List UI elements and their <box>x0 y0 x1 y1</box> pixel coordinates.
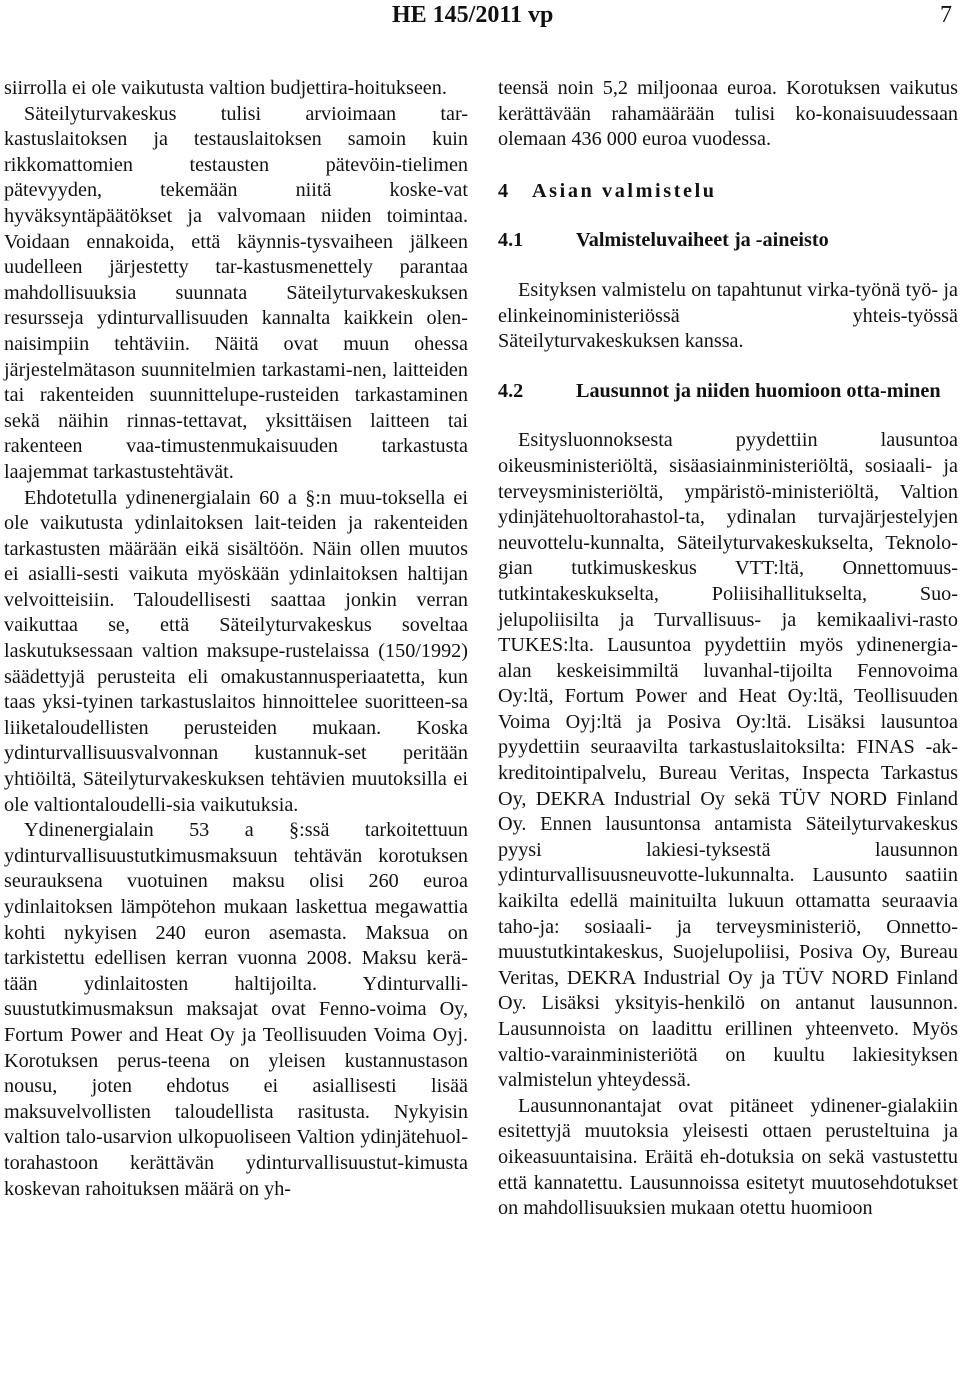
paragraph-statements-summary: Lausunnonantajat ovat pitäneet ydinener-gialakiin esitettyjä muutoksia yleisesti ottaen perusteltuina ja oikeasuuntaisina. Eräitä eh-dotuksia on sekä vastustettu että kannatettu. Lausunnoissa esitetyt muutosehdotukset on mahdollisuuksien mukaan otettu huomioon <box>498 1094 958 1220</box>
subsection-title: Lausunnot ja niiden huomioon otta-minen <box>576 379 941 402</box>
right-column <box>498 76 958 1222</box>
section-title: Asian valmistelu <box>532 179 717 202</box>
document-id: HE 145/2011 vp <box>392 2 554 28</box>
section-heading <box>498 179 958 205</box>
paragraph-funding-continuation: teensä noin 5,2 miljoonaa euroa. Korotuksen vaikutus kerättävään rahamäärään tulisi ko-konaisuudessaan olemaan 436 000 euroa vuodessa. <box>498 77 958 151</box>
paragraph-preparation: Esityksen valmistelu on tapahtunut virka-työnä työ- ja elinkeinoministeriössä yhteis-työssä Säteilyturvakeskuksen kanssa. <box>498 278 958 353</box>
subsection-number: 4.2 <box>498 379 524 402</box>
subsection-number: 4.1 <box>498 229 524 252</box>
subsection-heading-4-1 <box>498 228 958 254</box>
paragraph-section-53a: Ydinenergialain 53 a §:ssä tarkoitettuun ydinturvallisuustutkimusmaksuun tehtävän korotuksen seurauksena vuotuinen maksu olisi 260 euroa ydinlaitoksen lämpötehon mukaan laskettua megawattia kohti nykyisen 240 euron asemasta. Maksua on tarkistettu edellisen kerran vuonna 2008. Maksu kerä-tään ydinlaitosten haltijoilta. Ydinturvalli-suustutkimusmaksun maksajat ovat Fenno-voima Oy, Fortum Power and Heat Oy ja Teollisuuden Voima Oyj. Korotuksen perus-teena on yleisen kustannustason nousu, joten ehdotus ei asiallisesti lisää maksuvelvollisten taloudellista rasitusta. Nykyisin valtion talo-usarvion ulkopuoliseen Valtion ydinjätehuol-torahastoon kerättävän ydinturvallisuustut-kimusta koskevan rahoituksen määrä on yh- <box>4 819 468 1200</box>
page-number: 7 <box>940 2 952 28</box>
subsection-heading-4-2 <box>498 379 958 405</box>
paragraph-section-60a: Ehdotetulla ydinenergialain 60 a §:n muu-toksella ei ole vaikutusta ydinlaitoksen lait-teiden ja rakenteiden tarkastusten määrään eikä sisältöön. Näin ollen muutos ei asialli-sesti vaikuta myöskään ydinlaitoksen haltijan velvoitteisiin. Taloudellisesti saattaa jonkin verran vaikuttaa se, että Säteilyturvakeskus soveltaa laskutuksessaan valtion maksupe-rustelaissa (150/1992) säädettyjä perusteita eli omakustannusperiaatetta, kun taas yksi-tyinen tarkastuslaitos hinnoittelee suoritteen-sa liiketaloudellisten perusteiden mukaan. Koska ydinturvallisuusvalvonnan kustannuk-set peritään yhtiöiltä, Säteilyturvakeskuksen tehtävien muutoksilla ei ole valtiontaloudelli-sia vaikutuksia. <box>4 486 468 816</box>
subsection-title: Valmisteluvaiheet ja -aineisto <box>576 229 829 252</box>
section-number: 4 <box>498 179 509 202</box>
left-column <box>4 76 468 1202</box>
paragraph-statements-requested: Esitysluonnoksesta pyydettiin lausuntoa oikeusministeriöltä, sisäasiainministeriöltä, sosiaali- ja terveysministeriöltä, ympäristö-ministeriöltä, Valtion ydinjätehuoltorahastol-ta, ydinalan turvajärjestelyjen neuvottelu-kunnalta, Säteilyturvakeskukselta, Teknolo-gian tutkimuskeskus VTT:ltä, Onnettomuus-tutkintakeskukselta, Poliisihallitukselta, Suo-jelupoliisilta ja Turvallisuus- ja kemikaalivi-rasto TUKES:lta. Lausuntoa pyydettiin myös ydinenergia-alan keskeisimmiltä luvanhal-tijoilta Fennovoima Oy:ltä, Fortum Power and Heat Oy:ltä, Teollisuuden Voima Oyj:ltä ja Posiva Oy:ltä. Lisäksi lausuntoa pyydettiin seuraavilta tarkastuslaitoksilta: FINAS -ak-kreditointipalvelu, Bureau Veritas, Inspecta Tarkastus Oy, DEKRA Industrial Oy sekä TÜV NORD Finland Oy. Ennen lausuntonsa antamista Säteilyturvakeskus pyysi lakiesi-tyksestä lausunnon ydinturvallisuusneuvotte-lukunnalta. Lausunto saatiin kaikilta edellä mainituilta lukuun ottamatta seuraavia taho-ja: sosiaali- ja terveysministeriö, Onnetto-muustutkintakeskus, Suojelupoliisi, Posiva Oy, Bureau Veritas, DEKRA Industrial Oy ja TÜV NORD Finland Oy. Lisäksi yksityis-henkilö on antanut lausunnon. Lausunnoista on laadittu erillinen yhteenveto. Myös valtio-varainministeriötä on kuultu lakiesityksen valmistelun yhteydessä. <box>498 429 958 1092</box>
paragraph-inspection-bodies: Säteilyturvakeskus tulisi arvioimaan tar-kastuslaitoksen ja testauslaitoksen samoin kuin rikkomattomien testausten pätevöin-tielimen pätevyyden, tekemään niitä koske-vat hyväksyntäpäätökset ja valvomaan niiden toimintaa. Voidaan ennakoida, että käynnis-tysvaiheen jälkeen uudelleen järjestetty tar-kastusmenettely parantaa mahdollisuuksia suunnata Säteilyturvakeskuksen resursseja ydinturvallisuuden kannalta kaikkein olen-naisimpiin tehtäviin. Näitä ovat muun ohessa järjestelmätason suunnitelmien tarkastami-nen, laitteiden tai rakenteiden suunnittelupe-rusteiden tarkastaminen sekä näihin rinnas-tettavat, yksittäisen laitteen tai rakenteen vaa-timustenmukaisuuden tarkastusta laajemmat tarkastustehtävät. <box>4 102 468 483</box>
paragraph-budget-continuation: siirrolla ei ole vaikutusta valtion budjettira-hoitukseen. <box>4 77 447 99</box>
page-header <box>0 0 960 32</box>
